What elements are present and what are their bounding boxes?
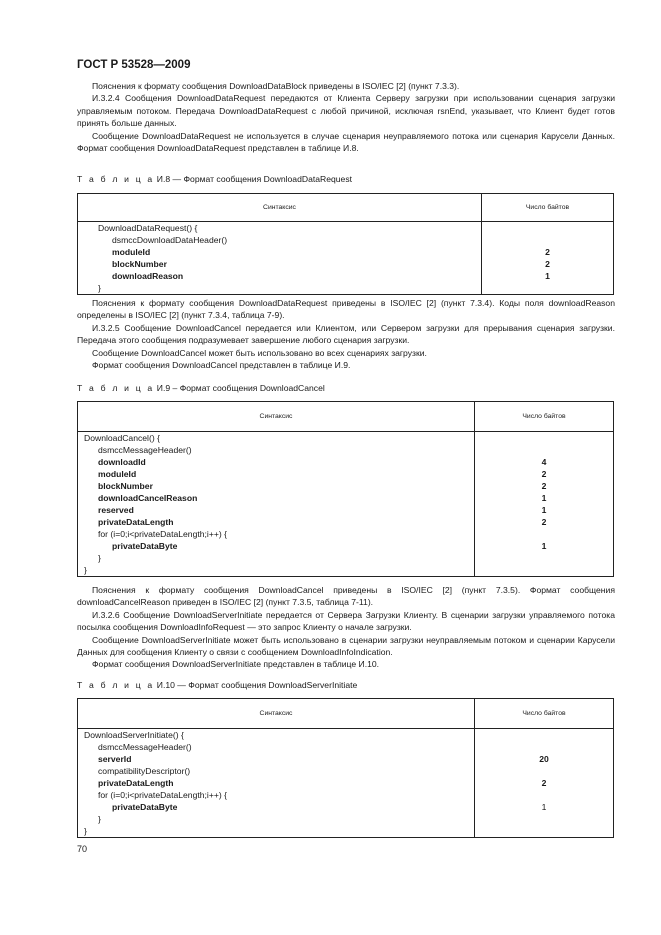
text-section-2 <box>77 297 615 371</box>
byte-value <box>475 552 613 564</box>
table-9 <box>77 401 614 577</box>
byte-value: 2 <box>541 778 547 788</box>
code-line: } <box>98 283 101 293</box>
byte-value: 1 <box>541 505 547 515</box>
column-header-bytes: Число байтов <box>475 699 614 729</box>
byte-value <box>475 741 613 753</box>
code-line: } <box>84 565 87 575</box>
byte-value <box>482 234 613 246</box>
byte-value <box>475 825 613 837</box>
byte-value: 2 <box>541 469 547 479</box>
page-number: 70 <box>77 844 88 854</box>
byte-value <box>475 813 613 825</box>
byte-value: 1 <box>541 802 547 812</box>
paragraph: Пояснения к формату сообщения DownloadDataRequest приведены в ISO/IEC [2] (пункт 7.3.4). Коды поля downloadReason определены в ISO/IEC [2] (пункт 7.3.4, таблица 7-9). <box>77 298 615 321</box>
byte-value: 2 <box>545 259 550 269</box>
byte-value <box>475 765 613 777</box>
paragraph: И.3.2.6 Сообщение DownloadServerInitiate передается от Сервера Загрузки Клиенту. В сценарии загрузки управляемого потока посылка сообщения DownloadInfoRequest — это запрос Клиенту о начале загрузки. <box>77 609 615 633</box>
byte-value <box>475 528 613 540</box>
code-line: compatibilityDescriptor() <box>98 766 191 776</box>
byte-value: 1 <box>541 541 547 551</box>
byte-value <box>475 432 613 444</box>
code-line: DownloadDataRequest() { <box>98 223 198 233</box>
code-line: dsmccDownloadDataHeader() <box>112 235 228 245</box>
paragraph: Пояснения к формату сообщения DownloadDataBlock приведены в ISO/IEC [2] (пункт 7.3.3). <box>92 81 460 91</box>
table-8-caption: Т а б л и ц а И.8 — Формат сообщения DownloadDataRequest <box>77 174 353 184</box>
syntax-cell <box>78 222 482 295</box>
byte-value <box>482 222 613 234</box>
code-line: dsmccMessageHeader() <box>98 445 192 455</box>
column-header-syntax: Синтаксис <box>78 402 475 432</box>
byte-value: 20 <box>539 754 549 764</box>
byte-value: 1 <box>545 271 550 281</box>
code-line: downloadCancelReason <box>98 493 198 503</box>
syntax-cell <box>78 729 475 838</box>
paragraph: И.3.2.5 Сообщение DownloadCancel передается или Клиентом, или Сервером загрузки для прерывания сценария загрузки. Передача этого сообщения подразумевает завершение любого сценария загрузки. <box>77 322 615 346</box>
paragraph: Сообщение DownloadDataRequest не используется в случае сценария неуправляемого потока или сценария Карусели Данных. Формат сообщения DownloadDataRequest представлен в таблице И.8. <box>77 130 615 154</box>
paragraph: Сообщение DownloadServerInitiate может быть использовано в сценарии загрузки неуправляемым потоком и сценарии Карусели Данных для сообщения Клиенту о связи с сообщением DownloadInfoIndication. <box>77 634 615 658</box>
table-10-caption: Т а б л и ц а И.10 — Формат сообщения DownloadServerInitiate <box>77 680 358 690</box>
byte-value <box>475 564 613 576</box>
code-line: } <box>98 553 101 563</box>
byte-value <box>475 444 613 456</box>
code-line: downloadReason <box>112 271 184 281</box>
code-line: for (i=0;i<privateDataLength;i++) { <box>98 529 227 539</box>
code-line: blockNumber <box>112 259 167 269</box>
bytes-cell <box>482 222 614 295</box>
byte-value: 1 <box>541 493 547 503</box>
column-header-bytes: Число байтов <box>475 402 614 432</box>
paragraph: И.3.2.4 Сообщения DownloadDataRequest передаются от Клиента Серверу загрузки при использовании сценария загрузки управляемым потоком. Передача DownloadDataRequest с любой причиной, исключая rsnEnd, указывает, что Клиент будет готов принять больше данных. <box>77 93 615 129</box>
code-line: } <box>98 814 101 824</box>
paragraph: Пояснения к формату сообщения DownloadCancel приведены в ISO/IEC [2] (пункт 7.3.5). Формат сообщения downloadCancelReason приведен в ISO/IEC [2] (пункт 7.3.5, таблица 7-11). <box>77 585 615 608</box>
byte-value: 2 <box>541 517 547 527</box>
code-line: reserved <box>98 505 134 515</box>
code-line: downloadId <box>98 457 146 467</box>
column-header-syntax: Синтаксис <box>78 194 482 222</box>
column-header-syntax: Синтаксис <box>78 699 475 729</box>
bytes-cell <box>475 729 614 838</box>
code-line: privateDataByte <box>112 541 178 551</box>
code-line: privateDataLength <box>98 778 174 788</box>
column-header-bytes: Число байтов <box>482 194 614 222</box>
code-line: moduleId <box>98 469 137 479</box>
byte-value: 2 <box>541 481 547 491</box>
byte-value: 4 <box>541 457 547 467</box>
table-9-caption: Т а б л и ц а И.9 – Формат сообщения DownloadCancel <box>77 383 325 393</box>
code-line: DownloadServerInitiate() { <box>84 730 184 740</box>
code-line: moduleId <box>112 247 151 257</box>
code-line: privateDataByte <box>112 802 178 812</box>
standard-header: ГОСТ Р 53528—2009 <box>77 59 191 71</box>
code-line: for (i=0;i<privateDataLength;i++) { <box>98 790 227 800</box>
code-line: privateDataLength <box>98 517 174 527</box>
code-line: blockNumber <box>98 481 153 491</box>
paragraph: Формат сообщения DownloadServerInitiate представлен в таблице И.10. <box>92 659 380 670</box>
byte-value <box>482 282 613 294</box>
code-line: DownloadCancel() { <box>84 433 160 443</box>
table-8 <box>77 193 614 295</box>
table-10 <box>77 698 614 838</box>
byte-value <box>475 789 613 801</box>
byte-value: 2 <box>545 247 550 257</box>
paragraph: Сообщение DownloadCancel может быть использовано во всех сценариях загрузки. <box>92 347 427 358</box>
text-section-1 <box>77 80 615 154</box>
code-line: serverId <box>98 754 132 764</box>
bytes-cell <box>475 432 614 577</box>
text-section-3 <box>77 584 615 671</box>
code-line: dsmccMessageHeader() <box>98 742 192 752</box>
byte-value <box>475 729 613 741</box>
code-line: } <box>84 826 87 836</box>
syntax-cell <box>78 432 475 577</box>
paragraph: Формат сообщения DownloadCancel представлен в таблице И.9. <box>92 360 351 371</box>
